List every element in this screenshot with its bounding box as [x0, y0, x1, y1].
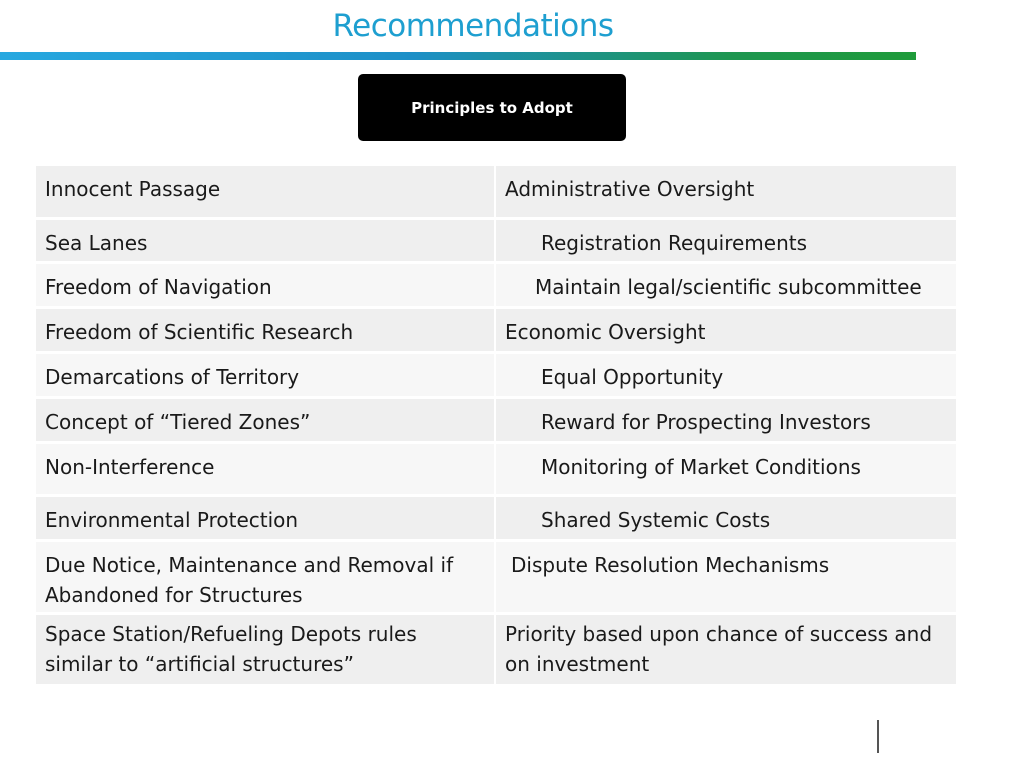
table-cell-left: Demarcations of Territory — [36, 354, 496, 399]
table-cell-right: Reward for Prospecting Investors — [496, 399, 956, 444]
recommendations-table — [36, 166, 956, 687]
table-cell-right: Equal Opportunity — [496, 354, 956, 399]
table-cell-left: Non-Interference — [36, 444, 496, 497]
table-cell-left: Freedom of Scientific Research — [36, 309, 496, 354]
table-cell-right: Registration Requirements — [496, 220, 956, 264]
table-row — [36, 615, 956, 687]
table-row — [36, 542, 956, 615]
text-cursor — [877, 720, 879, 753]
table-cell-left: Space Station/Refueling Depots rules similar to “artificial structures” — [36, 615, 496, 687]
table-row — [36, 399, 956, 444]
table-row — [36, 497, 956, 542]
table-row — [36, 354, 956, 399]
table-row — [36, 309, 956, 354]
table-cell-right: Priority based upon chance of success and on investment — [496, 615, 956, 687]
table-row — [36, 166, 956, 220]
table-row — [36, 444, 956, 497]
slide-title: Recommendations — [332, 8, 614, 44]
table-cell-left: Concept of “Tiered Zones” — [36, 399, 496, 444]
table-cell-left: Environmental Protection — [36, 497, 496, 542]
principles-header-box — [358, 74, 626, 141]
table-row — [36, 220, 956, 264]
table-row — [36, 264, 956, 309]
table-cell-left: Innocent Passage — [36, 166, 496, 220]
table-cell-left: Due Notice, Maintenance and Removal if Abandoned for Structures — [36, 542, 496, 615]
table-cell-right: Administrative Oversight — [496, 166, 956, 220]
table-cell-right: Dispute Resolution Mechanisms — [496, 542, 956, 615]
table-cell-left: Sea Lanes — [36, 220, 496, 264]
principles-label: Principles to Adopt — [411, 98, 573, 117]
table-cell-right: Shared Systemic Costs — [496, 497, 956, 542]
table-cell-right: Monitoring of Market Conditions — [496, 444, 956, 497]
table-cell-right: Maintain legal/scientific subcommittee — [496, 264, 956, 309]
title-divider — [0, 52, 916, 60]
table-cell-left: Freedom of Navigation — [36, 264, 496, 309]
table-cell-right: Economic Oversight — [496, 309, 956, 354]
